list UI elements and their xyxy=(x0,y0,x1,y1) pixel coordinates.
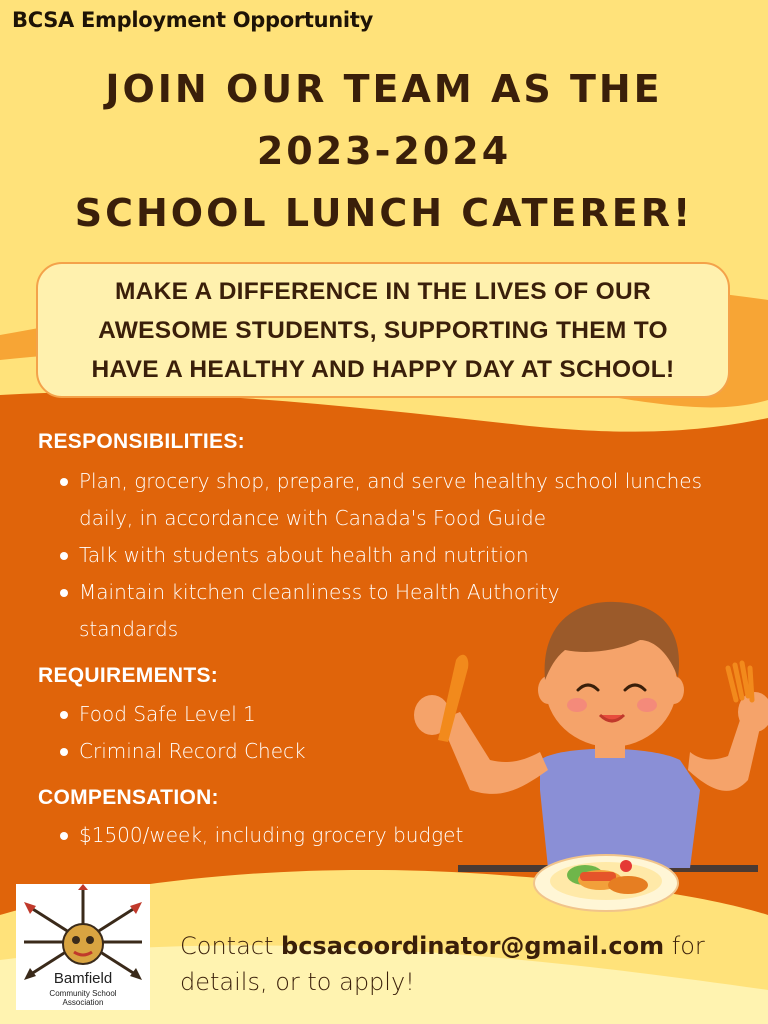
contact-suffix: for details, or to apply! xyxy=(180,932,705,996)
list-item: Maintain kitchen cleanliness to Health Authority standards xyxy=(58,574,639,648)
contact-prefix: Contact xyxy=(180,932,282,960)
contact-text xyxy=(180,928,750,1000)
title-line-3: SCHOOL LUNCH CATERER! xyxy=(74,191,694,235)
list-item: Plan, grocery shop, prepare, and serve healthy school lunches daily, in accordance with Canada's Food Guide xyxy=(58,463,738,537)
logo-subtitle-line-1: Community School xyxy=(49,989,117,998)
compensation-heading: COMPENSATION: xyxy=(38,786,219,809)
responsibilities-list xyxy=(58,463,738,648)
logo-name: Bamfield xyxy=(53,970,113,987)
callout-line-2: AWESOME STUDENTS, SUPPORTING THEM TO xyxy=(98,317,668,344)
callout-line-3: HAVE A HEALTHY AND HAPPY DAY AT SCHOOL! xyxy=(91,356,675,383)
list-item: $1500/week, including grocery budget xyxy=(58,817,738,854)
responsibilities-heading: RESPONSIBILITIES: xyxy=(38,430,245,453)
callout-text xyxy=(36,272,730,389)
requirements-heading: REQUIREMENTS: xyxy=(38,664,219,687)
employment-opportunity-label: BCSA Employment Opportunity xyxy=(12,8,373,32)
list-item: Food Safe Level 1 xyxy=(58,696,738,733)
compensation-list xyxy=(58,817,738,854)
logo-subtitle-line-2: Association xyxy=(62,998,104,1007)
contact-email-link[interactable]: bcsacoordinator@gmail.com xyxy=(281,932,665,960)
list-item: Criminal Record Check xyxy=(58,733,738,770)
title-line-1: JOIN OUR TEAM AS THE xyxy=(105,67,663,111)
callout-line-1: MAKE A DIFFERENCE IN THE LIVES OF OUR xyxy=(114,278,652,305)
page-title xyxy=(0,58,768,244)
list-item: Talk with students about health and nutrition xyxy=(58,537,738,574)
title-line-2: 2023-2024 xyxy=(256,129,512,173)
requirements-list xyxy=(58,696,738,770)
logo-subtitle xyxy=(16,989,150,1007)
